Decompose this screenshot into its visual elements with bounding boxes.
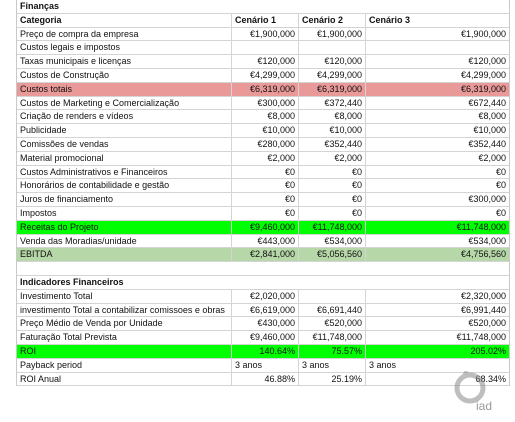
finance-cell-label: Preço de compra da empresa (17, 28, 232, 41)
header-categoria: Categoria (17, 14, 232, 27)
finance-cell-cenario-3: €6,319,000 (460, 83, 506, 94)
finance-cell-label: Custos de Marketing e Comercialização (17, 97, 232, 110)
header-cenario-2: Cenário 2 (299, 14, 366, 27)
finance-cell-cenario-3: €8,000 (478, 111, 506, 122)
indicator-row (17, 345, 509, 359)
finance-row (17, 97, 509, 111)
indicators-title: Indicadores Financeiros (20, 276, 124, 287)
indicator-cell-label: investimento Total a contabilizar comissoes e obras (17, 304, 232, 317)
finance-cell-cenario-2: €8,000 (299, 110, 366, 123)
finance-row (17, 110, 509, 124)
finance-row (17, 69, 509, 83)
indicator-cell-cenario-3: €6,991,440 (460, 304, 506, 315)
finance-cell-label: EBITDA (17, 248, 232, 261)
indicator-cell-label: Preço Médio de Venda por Unidade (17, 317, 232, 330)
finance-cell-cenario-1: €0 (232, 207, 299, 220)
finance-cell-cenario-2: €10,000 (299, 124, 366, 137)
finance-cell-cenario-2: €1,900,000 (299, 28, 366, 41)
finance-cell-cenario-1: €9,460,000 (232, 221, 299, 234)
finance-cell-label: Comissões de vendas (17, 138, 232, 151)
finance-row (17, 221, 509, 235)
finance-cell-cenario-2: €0 (299, 166, 366, 179)
indicator-cell-cenario-2: €11,748,000 (299, 331, 366, 344)
indicators-title-row (17, 276, 509, 290)
finance-cell-cenario-2: €0 (299, 193, 366, 206)
finance-cell-label: Material promocional (17, 152, 232, 165)
indicator-cell-cenario-2 (299, 290, 366, 303)
finance-cell-cenario-1: €6,319,000 (232, 83, 299, 96)
finance-title-row (17, 0, 509, 14)
finance-cell-cenario-2: €2,000 (299, 152, 366, 165)
finance-row (17, 207, 509, 221)
finance-cell-cenario-1: €0 (232, 166, 299, 179)
indicator-cell-label: ROI (17, 345, 232, 358)
header-cenario-3: Cenário 3 (369, 14, 411, 25)
finance-row (17, 166, 509, 180)
finance-row (17, 248, 509, 262)
finance-cell-cenario-2 (299, 41, 366, 54)
finance-row (17, 55, 509, 69)
indicator-cell-cenario-1: €430,000 (232, 317, 299, 330)
finance-row (17, 152, 509, 166)
finance-cell-cenario-1: €10,000 (232, 124, 299, 137)
finance-cell-cenario-3: €120,000 (468, 56, 506, 67)
finance-row (17, 41, 509, 55)
finance-cell-cenario-3: €0 (495, 166, 506, 177)
indicator-row (17, 317, 509, 331)
finance-cell-cenario-3: €0 (495, 207, 506, 218)
indicator-row (17, 304, 509, 318)
indicator-row (17, 331, 509, 345)
finance-cell-cenario-3: €10,000 (473, 125, 506, 136)
indicator-cell-cenario-2: €6,691,440 (299, 304, 366, 317)
finance-cell-cenario-3: €672,440 (468, 97, 506, 108)
header-cenario-1: Cenário 1 (232, 14, 299, 27)
finance-cell-cenario-3: €352,440 (468, 138, 506, 149)
finance-cell-label: Custos legais e impostos (17, 41, 232, 54)
finance-cell-cenario-1: €4,299,000 (232, 69, 299, 82)
indicator-cell-cenario-3: €11,748,000 (456, 332, 506, 343)
indicator-cell-cenario-2: 3 anos (299, 359, 366, 372)
indicator-cell-label: Payback period (17, 359, 232, 372)
indicator-cell-cenario-2: 25.19% (299, 373, 366, 386)
finance-cell-label: Honorários de contabilidade e gestão (17, 179, 232, 192)
iad-watermark-text: iad (476, 399, 493, 413)
indicator-cell-cenario-3: 205.02% (470, 345, 506, 356)
indicator-cell-cenario-2: €520,000 (299, 317, 366, 330)
indicator-cell-cenario-2: 75.57% (299, 345, 366, 358)
finance-cell-cenario-1: €1,900,000 (232, 28, 299, 41)
finance-cell-cenario-1: €280,000 (232, 138, 299, 151)
finance-cell-cenario-3: €4,756,560 (460, 249, 506, 260)
finance-cell-cenario-1: €2,841,000 (232, 248, 299, 261)
indicator-cell-label: Faturação Total Prevista (17, 331, 232, 344)
finance-cell-cenario-3: €534,000 (468, 235, 506, 246)
finance-cell-label: Receitas do Projeto (17, 221, 232, 234)
finance-cell-cenario-1: €0 (232, 193, 299, 206)
finance-cell-cenario-3: €4,299,000 (460, 69, 506, 80)
finance-row (17, 138, 509, 152)
indicator-cell-cenario-3: €520,000 (468, 318, 506, 329)
finance-row (17, 193, 509, 207)
header-row (17, 14, 509, 28)
indicator-row (17, 373, 509, 387)
finance-cell-cenario-2: €372,440 (299, 97, 366, 110)
indicator-cell-label: ROI Anual (17, 373, 232, 386)
finance-cell-cenario-2: €6,319,000 (299, 83, 366, 96)
finance-cell-label: Taxas municipais e licenças (17, 55, 232, 68)
finance-cell-cenario-2: €11,748,000 (299, 221, 366, 234)
spreadsheet (16, 0, 510, 386)
finance-cell-cenario-3: €0 (495, 180, 506, 191)
finance-cell-cenario-3: €2,000 (478, 152, 506, 163)
finance-cell-label: Custos de Construção (17, 69, 232, 82)
finance-cell-cenario-3: €11,748,000 (456, 221, 506, 232)
finance-cell-cenario-1: €120,000 (232, 55, 299, 68)
finance-cell-cenario-1: €300,000 (232, 97, 299, 110)
finance-row (17, 124, 509, 138)
finance-cell-cenario-2: €120,000 (299, 55, 366, 68)
finance-cell-label: Custos totais (17, 83, 232, 96)
indicator-cell-cenario-3: €2,320,000 (460, 290, 506, 301)
finance-cell-label: Impostos (17, 207, 232, 220)
indicator-cell-cenario-3: 3 anos (369, 359, 397, 370)
indicator-cell-cenario-3: 68.34% (475, 373, 506, 384)
finance-cell-label: Custos Administrativos e Financeiros (17, 166, 232, 179)
finance-cell-cenario-3: €300,000 (468, 194, 506, 205)
finance-cell-cenario-1: €2,000 (232, 152, 299, 165)
indicator-cell-cenario-1: €9,460,000 (232, 331, 299, 344)
indicator-row (17, 359, 509, 373)
finance-cell-cenario-3 (366, 41, 509, 54)
finance-cell-cenario-2: €0 (299, 179, 366, 192)
finance-cell-label: Venda das Moradias/unidade (17, 235, 232, 248)
finance-cell-label: Juros de financiamento (17, 193, 232, 206)
finance-title: Finanças (20, 1, 60, 11)
finance-cell-cenario-1: €443,000 (232, 235, 299, 248)
finance-cell-cenario-1: €0 (232, 179, 299, 192)
indicator-cell-cenario-1: 3 anos (232, 359, 299, 372)
finance-row (17, 235, 509, 249)
finance-cell-cenario-3: €1,900,000 (460, 28, 506, 39)
indicator-cell-cenario-1: 140.64% (232, 345, 299, 358)
finance-row (17, 83, 509, 97)
finance-row (17, 28, 509, 42)
finance-cell-label: Publicidade (17, 124, 232, 137)
finance-row (17, 179, 509, 193)
spacer-row (17, 262, 509, 276)
finance-cell-cenario-2: €352,440 (299, 138, 366, 151)
indicator-cell-cenario-1: €2,020,000 (232, 290, 299, 303)
indicator-cell-cenario-1: 46.88% (232, 373, 299, 386)
indicator-cell-label: Investimento Total (17, 290, 232, 303)
finance-cell-cenario-2: €534,000 (299, 235, 366, 248)
finance-cell-cenario-2: €0 (299, 207, 366, 220)
indicator-cell-cenario-1: €6,619,000 (232, 304, 299, 317)
finance-cell-cenario-1 (232, 41, 299, 54)
indicator-row (17, 290, 509, 304)
finance-cell-cenario-1: €8,000 (232, 110, 299, 123)
finance-cell-cenario-2: €5,056,560 (299, 248, 366, 261)
finance-cell-cenario-2: €4,299,000 (299, 69, 366, 82)
finance-cell-label: Criação de renders e vídeos (17, 110, 232, 123)
